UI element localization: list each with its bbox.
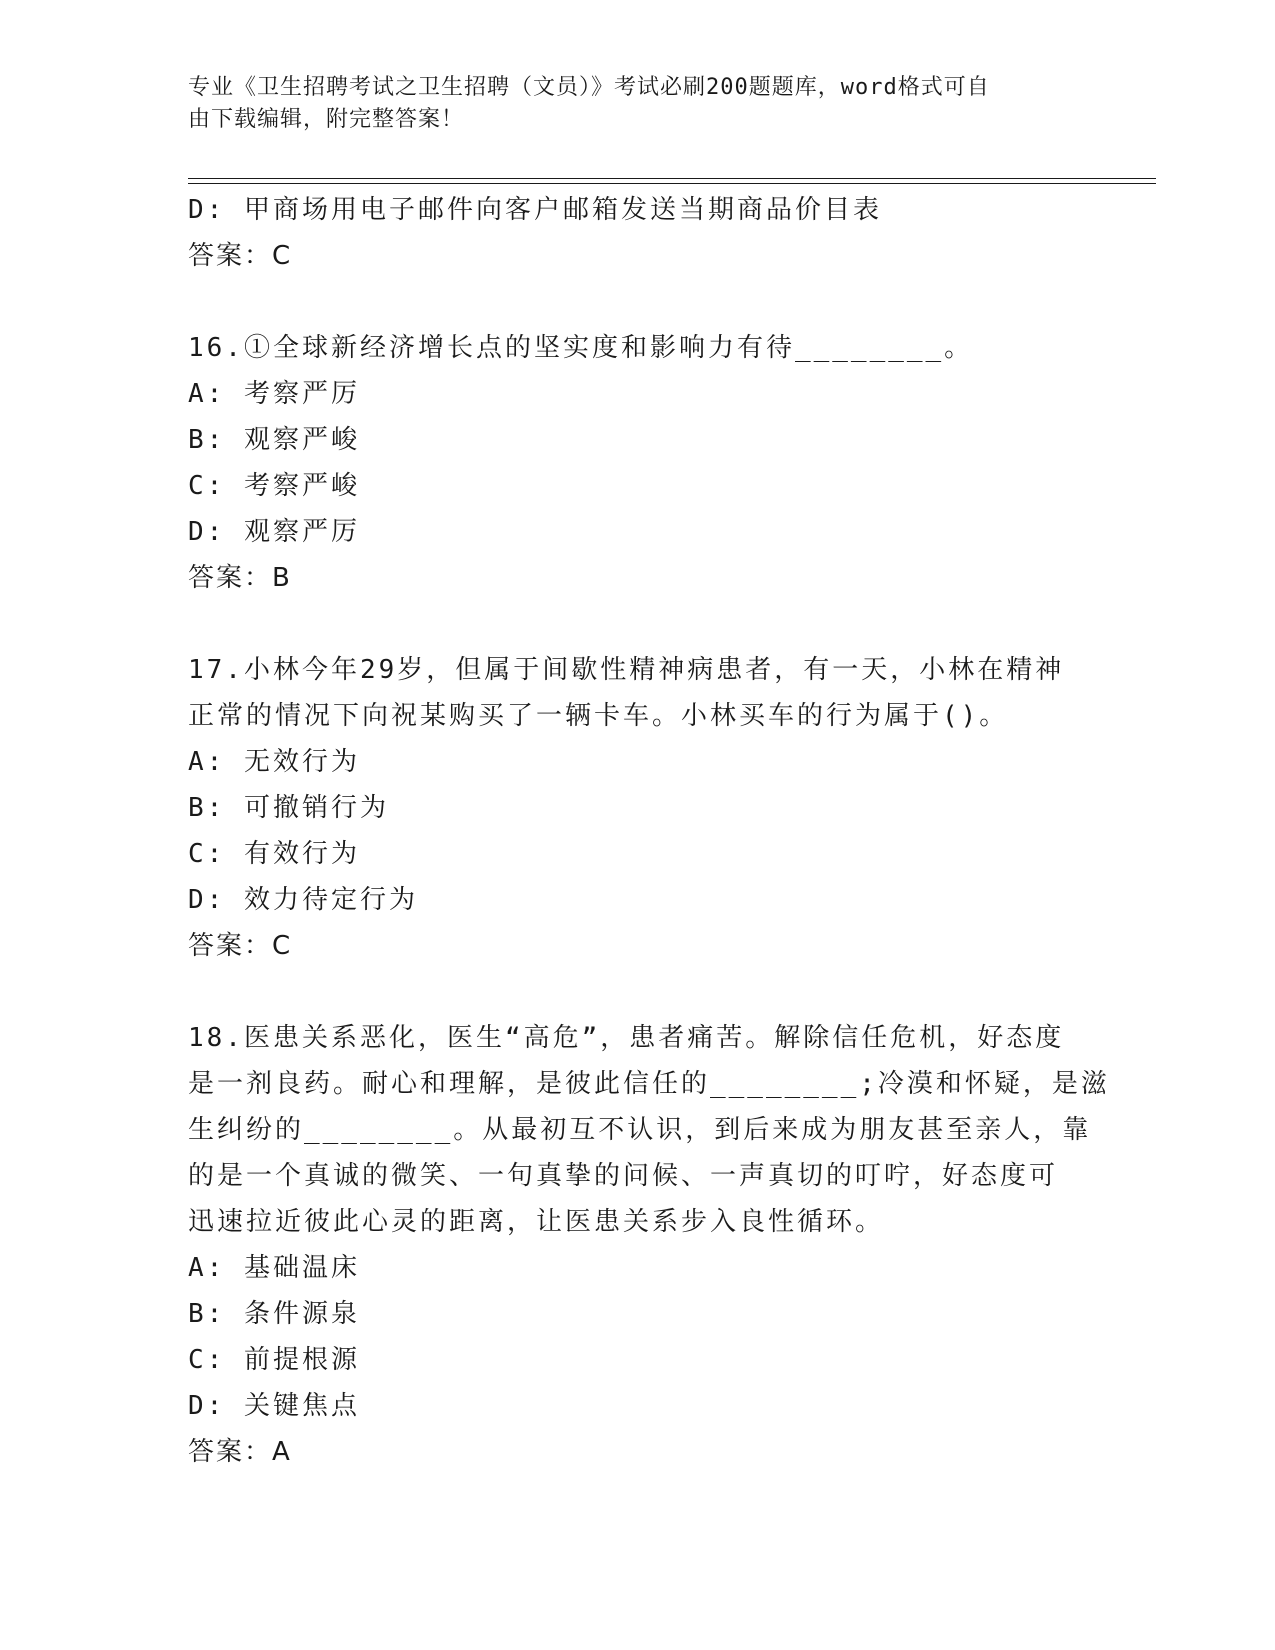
question-16	[188, 325, 1088, 601]
question-18-option-d: D: 关键焦点	[188, 1391, 360, 1421]
question-18	[188, 1015, 1110, 1475]
question-18-stem-line-5: 迅速拉近彼此心灵的距离，让医患关系步入良性循环。	[188, 1207, 885, 1237]
question-18-option-a: A: 基础温床	[188, 1253, 360, 1283]
question-15-option-d: D: 甲商场用电子邮件向客户邮箱发送当期商品价目表	[188, 195, 882, 225]
question-16-option-a: A: 考察严厉	[188, 379, 360, 409]
question-16-option-c: C: 考察严峻	[188, 471, 360, 501]
question-17-stem-line-1: 17.小林今年29岁，但属于间歇性精神病患者，有一天，小林在精神	[188, 655, 1065, 685]
question-18-option-b: B: 条件源泉	[188, 1299, 360, 1329]
question-16-option-b: B: 观察严峻	[188, 425, 360, 455]
question-15	[188, 187, 1088, 279]
question-16-answer: 答案：B	[188, 563, 292, 593]
question-15-answer: 答案：C	[188, 241, 293, 271]
question-18-answer: 答案：A	[188, 1437, 292, 1467]
question-18-stem-line-2: 是一剂良药。耐心和理解，是彼此信任的________;冷漠和怀疑，是滋	[188, 1069, 1110, 1099]
question-17-option-c: C: 有效行为	[188, 839, 360, 869]
spacer	[188, 969, 1088, 1015]
spacer	[188, 601, 1088, 647]
spacer	[188, 279, 1088, 325]
question-18-stem-line-1: 18.医患关系恶化，医生“高危”，患者痛苦。解除信任危机，好态度	[188, 1023, 1065, 1053]
question-16-stem: 16.①全球新经济增长点的坚实度和影响力有待________。	[188, 333, 974, 363]
question-18-stem-line-4: 的是一个真诚的微笑、一句真挚的问候、一声真切的叮咛，好态度可	[188, 1161, 1059, 1191]
question-18-stem-line-3: 生纠纷的________。从最初互不认识，到后来成为朋友甚至亲人，靠	[188, 1115, 1092, 1145]
question-16-option-d: D: 观察严厉	[188, 517, 360, 547]
header-divider-top	[188, 178, 1156, 179]
question-17-option-b: B: 可撤销行为	[188, 793, 389, 823]
header-line-2: 由下载编辑，附完整答案！	[188, 107, 465, 132]
header-divider-bottom	[188, 183, 1156, 184]
question-list	[188, 187, 1110, 1475]
question-17-answer: 答案：C	[188, 931, 293, 961]
header-line-1: 专业《卫生招聘考试之卫生招聘（文员）》考试必刷200题题库，word格式可自	[188, 75, 990, 100]
document-header	[188, 72, 1068, 136]
question-18-option-c: C: 前提根源	[188, 1345, 360, 1375]
question-17-option-d: D: 效力待定行为	[188, 885, 418, 915]
question-17	[188, 647, 1088, 969]
question-17-option-a: A: 无效行为	[188, 747, 360, 777]
question-17-stem-line-2: 正常的情况下向祝某购买了一辆卡车。小林买车的行为属于()。	[188, 701, 1009, 731]
